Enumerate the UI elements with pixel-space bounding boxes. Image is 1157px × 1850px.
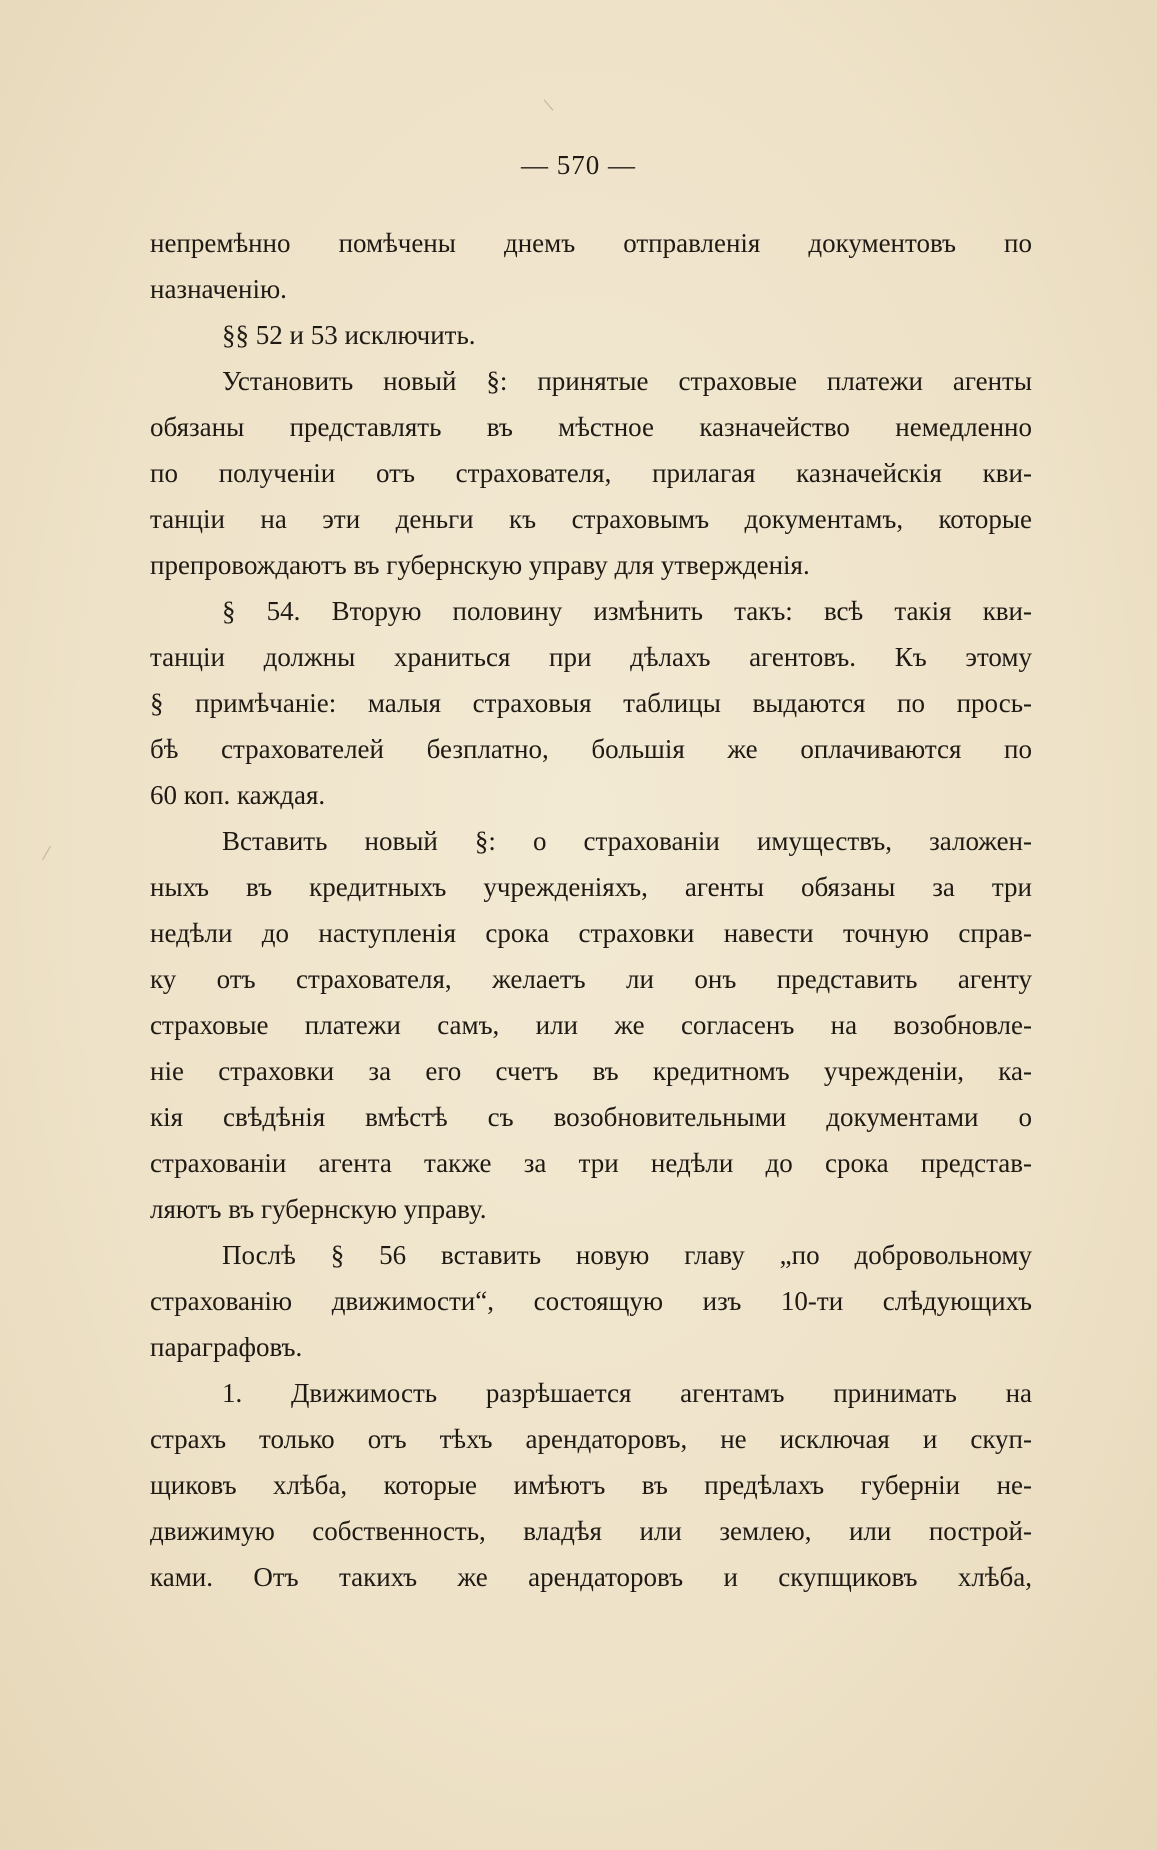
paragraph [150, 358, 1032, 588]
text-line: танціи на эти деньги къ страховымъ документамъ, которые [150, 504, 1032, 534]
text-line: страхъ только отъ тѣхъ арендаторовъ, не исключая и скуп- [150, 1424, 1032, 1454]
text-line: обязаны представлять въ мѣстное казначейство немедленно [150, 412, 1032, 442]
text-line: ку отъ страхователя, желаетъ ли онъ представить агенту [150, 964, 1032, 994]
text-line: ніе страховки за его счетъ въ кредитномъ учрежденіи, ка- [150, 1056, 1032, 1086]
text-line: ляютъ въ губернскую управу. [150, 1194, 487, 1224]
text-line: 60 коп. каждая. [150, 780, 326, 810]
text-line: щиковъ хлѣба, которые имѣютъ въ предѣлахъ губерніи не- [150, 1470, 1032, 1500]
body-text [150, 220, 1032, 1600]
text-line: кія свѣдѣнія вмѣстѣ съ возобновительными документами о [150, 1102, 1032, 1132]
text-line: 1. Движимость разрѣшается агентамъ принимать на [222, 1378, 1032, 1408]
text-line: страховые платежи самъ, или же согласенъ на возобновле- [150, 1010, 1032, 1040]
text-line: Вставить новый §: о страхованіи имуществъ, заложен- [222, 826, 1032, 856]
text-line: движимую собственность, владѣя или землею, или построй- [150, 1516, 1032, 1546]
text-line: § 54. Вторую половину измѣнить такъ: всѣ такія кви- [222, 596, 1032, 626]
text-line: по полученіи отъ страхователя, прилагая казначейскія кви- [150, 458, 1032, 488]
paragraph [150, 312, 1032, 358]
text-line: §§ 52 и 53 исключить. [222, 320, 476, 350]
scan-mark-left [42, 846, 51, 860]
paragraph [150, 1232, 1032, 1370]
page-number: — 570 — [521, 150, 636, 180]
text-line: недѣли до наступленія срока страховки навести точную справ- [150, 918, 1032, 948]
paragraph [150, 220, 1032, 312]
text-line: ныхъ въ кредитныхъ учрежденіяхъ, агенты обязаны за три [150, 872, 1032, 902]
text-line: бѣ страхователей безплатно, большія же оплачиваются по [150, 734, 1032, 764]
text-line: Установить новый §: принятые страховые платежи агенты [222, 366, 1032, 396]
text-line: препровождаютъ въ губернскую управу для утвержденія. [150, 550, 810, 580]
scan-mark-top [544, 99, 554, 110]
text-line: танціи должны храниться при дѣлахъ агентовъ. Къ этому [150, 642, 1032, 672]
text-line: непремѣнно помѣчены днемъ отправленія документовъ по [150, 228, 1032, 258]
paragraph [150, 1370, 1032, 1600]
paragraph [150, 818, 1032, 1232]
paragraph [150, 588, 1032, 818]
text-line: § примѣчаніе: малыя страховыя таблицы выдаются по прось- [150, 688, 1032, 718]
text-line: страхованію движимости“, состоящую изъ 10-ти слѣдующихъ [150, 1286, 1032, 1316]
text-line: Послѣ § 56 вставить новую главу „по добровольному [222, 1240, 1032, 1270]
text-line: параграфовъ. [150, 1332, 303, 1362]
text-line: ками. Отъ такихъ же арендаторовъ и скупщиковъ хлѣба, [150, 1562, 1032, 1592]
text-line: назначенію. [150, 274, 287, 304]
text-line: страхованіи агента также за три недѣли до срока представ- [150, 1148, 1032, 1178]
